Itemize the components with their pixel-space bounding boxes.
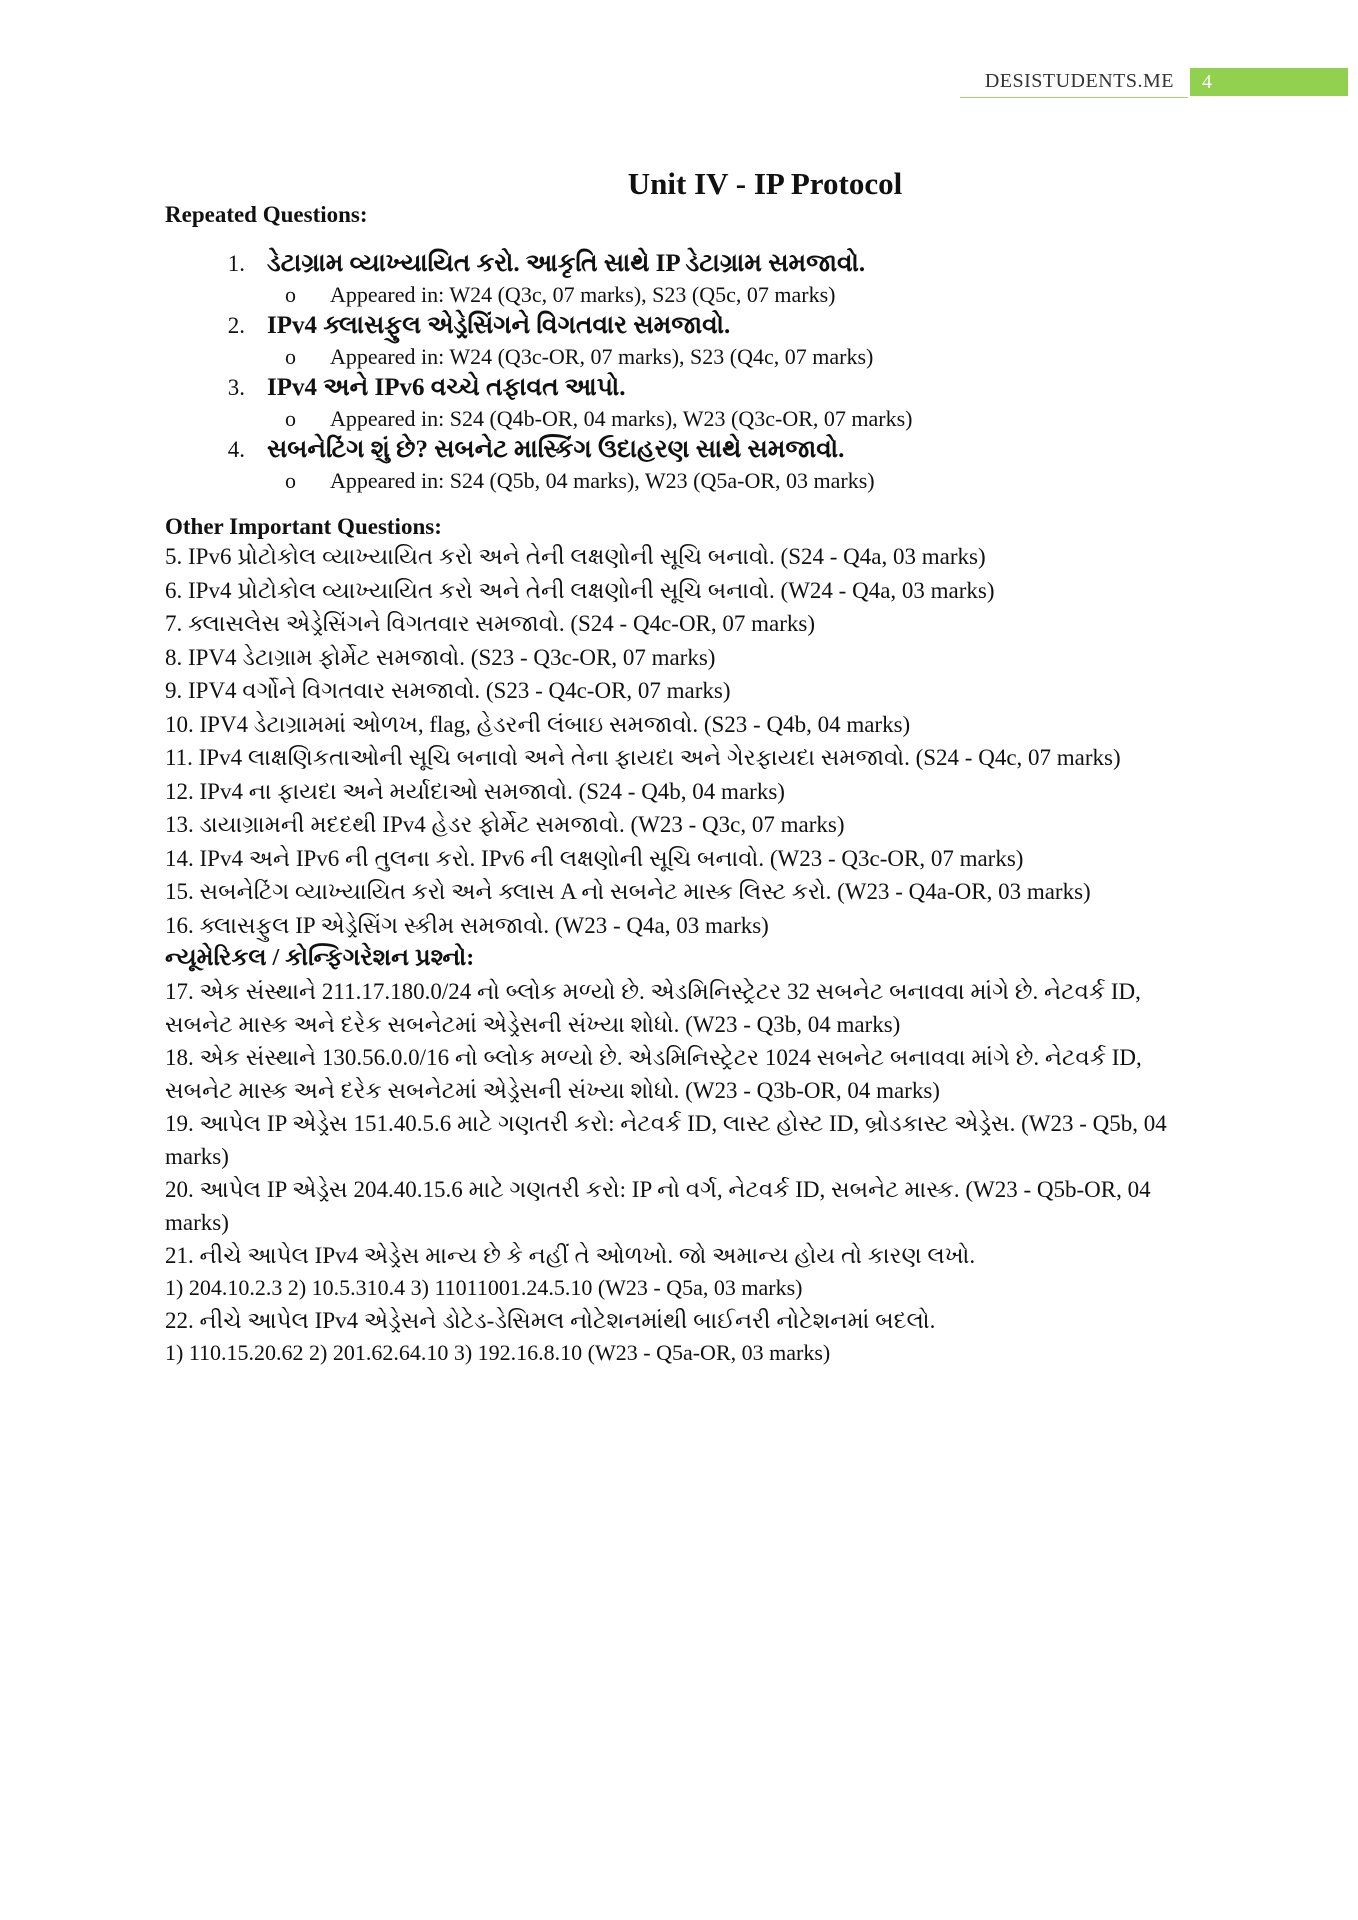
numerical-question — [165, 1107, 1205, 1173]
question-item: 15. સબનેટિંગ વ્યાખ્યાયિત કરો અને ક્લાસ A નો સબનેટ માસ્ક લિસ્ટ કરો. (W23 - Q4a-OR, 03 marks) — [165, 879, 1091, 904]
appeared-in: Appeared in: W24 (Q3c, 07 marks), S23 (Q5c, 07 marks) — [330, 282, 836, 307]
header-rule — [960, 97, 1188, 98]
question-item: 5. IPv6 પ્રોટોકોલ વ્યાખ્યાયિત કરો અને તેની લક્ષણોની સૂચિ બનાવો. (S24 - Q4a, 03 marks) — [165, 544, 986, 569]
appeared-in: Appeared in: W24 (Q3c-OR, 07 marks), S23 (Q4c, 07 marks) — [330, 344, 874, 369]
numerical-question — [165, 1173, 1205, 1239]
numerical-question-text: 19. આપેલ IP એડ્રેસ 151.40.5.6 માટે ગણતરી કરો: નેટવર્ક ID, લાસ્ટ હોસ્ટ ID, બ્રોડકાસ્ટ એડ્રેસ. (W23 - Q5b, 04 marks) — [165, 1111, 1167, 1169]
question-number: 4. — [227, 437, 245, 462]
numerical-question-text: 18. એક સંસ્થાને 130.56.0.0/16 નો બ્લોક મળ્યો છે. એડમિનિસ્ટ્રેટર 1024 સબનેટ બનાવવા માંગે છે. નેટવર્ક ID, સબનેટ માસ્ક અને દરેક સબનેટમાં એડ્રેસની સંખ્યા શોધો. (W23 - Q3b-OR, 04 marks) — [165, 1045, 1142, 1103]
question-text: ડેટાગ્રામ વ્યાખ્યાયિત કરો. આકૃતિ સાથે IP ડેટાગ્રામ સમજાવો. — [267, 250, 866, 277]
question-text: IPv4 અને IPv6 વચ્ચે તફાવત આપો. — [267, 374, 626, 401]
numerical-question-text: 17. એક સંસ્થાને 211.17.180.0/24 નો બ્લોક મળ્યો છે. એડમિનિસ્ટ્રેટર 32 સબનેટ બનાવવા માંગે છે. નેટવર્ક ID, સબનેટ માસ્ક અને દરેક સબનેટમાં એડ્રેસની સંખ્યા શોધો. (W23 - Q3b, 04 marks) — [165, 979, 1141, 1037]
question-item: 12. IPv4 ના ફાયદા અને મર્યાદાઓ સમજાવો. (S24 - Q4b, 04 marks) — [165, 778, 785, 804]
question-item: 6. IPv4 પ્રોટોકોલ વ્યાખ્યાયિત કરો અને તેની લક્ષણોની સૂચિ બનાવો. (W24 - Q4a, 03 marks) — [165, 577, 995, 603]
question-item: 11. IPv4 લાક્ષણિકતાઓની સૂચિ બનાવો અને તેના ફાયદા અને ગેરફાયદા સમજાવો. (S24 - Q4c, 07 marks) — [165, 745, 1121, 770]
bullet-icon: o — [285, 468, 296, 493]
question-text: સબનેટિંગ શું છે? સબનેટ માસ્કિંગ ઉદાહરણ સાથે સમજાવો. — [267, 436, 845, 463]
numerical-questions-heading: ન્યૂમેરિકલ / કોન્ફિગરેશન પ્રશ્નો: — [165, 945, 475, 971]
question-item: 16. ક્લાસફુલ IP એડ્રેસિંગ સ્કીમ સમજાવો. (W23 - Q4a, 03 marks) — [165, 912, 769, 938]
question-text: IPv4 ક્લાસફુલ એડ્રેસિંગને વિગતવાર સમજાવો. — [267, 312, 731, 339]
question-number: 1. — [227, 251, 245, 276]
page-number: 4 — [1190, 68, 1348, 96]
repeated-question — [165, 310, 1205, 372]
numerical-question-options: 1) 204.10.2.3 2) 10.5.310.4 3) 11011001.24.5.10 (W23 - Q5a, 03 marks) — [165, 1275, 803, 1300]
other-questions-list — [165, 540, 1205, 942]
numerical-question-text: 20. આપેલ IP એડ્રેસ 204.40.15.6 માટે ગણતરી કરો: IP નો વર્ગ, નેટવર્ક ID, સબનેટ માસ્ક. (W23 - Q5b-OR, 04 marks) — [165, 1177, 1151, 1235]
appeared-in: Appeared in: S24 (Q5b, 04 marks), W23 (Q5a-OR, 03 marks) — [330, 468, 875, 493]
repeated-questions-heading: Repeated Questions: — [165, 202, 368, 227]
repeated-question — [165, 434, 1205, 496]
bullet-icon: o — [285, 282, 296, 307]
question-item: 13. ડાયાગ્રામની મદદથી IPv4 હેડર ફોર્મેટ સમજાવો. (W23 - Q3c, 07 marks) — [165, 812, 845, 837]
question-number: 3. — [227, 375, 245, 400]
site-name: DESISTUDENTS.ME — [984, 70, 1174, 92]
numerical-question — [165, 1041, 1205, 1107]
bullet-icon: o — [285, 344, 296, 369]
other-questions-heading: Other Important Questions: — [165, 514, 442, 539]
numerical-question — [165, 1304, 1205, 1369]
document-body — [165, 160, 1205, 1369]
numerical-question-text: 21. નીચે આપેલ IPv4 એડ્રેસ માન્ય છે કે નહીં તે ઓળખો. જો અમાન્ય હોય તો કારણ લખો. — [165, 1243, 976, 1268]
repeated-question — [165, 248, 1205, 310]
appeared-in: Appeared in: S24 (Q4b-OR, 04 marks), W23 (Q3c-OR, 07 marks) — [330, 406, 913, 431]
question-item: 10. IPV4 ડેટાગ્રામમાં ઓળખ, flag, હેડરની લંબાઇ સમજાવો. (S23 - Q4b, 04 marks) — [165, 711, 911, 737]
question-number: 2. — [227, 313, 245, 338]
unit-title: Unit IV - IP Protocol — [627, 166, 903, 201]
page-header — [0, 68, 1358, 98]
numerical-questions-list — [165, 975, 1205, 1369]
question-item: 8. IPV4 ડેટાગ્રામ ફોર્મેટ સમજાવો. (S23 - Q3c-OR, 07 marks) — [165, 644, 716, 670]
numerical-question-options: 1) 110.15.20.62 2) 201.62.64.10 3) 192.16.8.10 (W23 - Q5a-OR, 03 marks) — [165, 1340, 831, 1365]
numerical-question-text: 22. નીચે આપેલ IPv4 એડ્રેસને ડોટેડ-ડેસિમલ નોટેશનમાંથી બાઈનરી નોટેશનમાં બદલો. — [165, 1308, 936, 1333]
bullet-icon: o — [285, 406, 296, 431]
question-item: 9. IPV4 વર્ગોને વિગતવાર સમજાવો. (S23 - Q4c-OR, 07 marks) — [165, 678, 731, 703]
question-item: 7. ક્લાસલેસ એડ્રેસિંગને વિગતવાર સમજાવો. (S24 - Q4c-OR, 07 marks) — [165, 611, 816, 636]
question-item: 14. IPv4 અને IPv6 ની તુલના કરો. IPv6 ની લક્ષણોની સૂચિ બનાવો. (W23 - Q3c-OR, 07 marks) — [165, 845, 1024, 871]
repeated-questions-list — [165, 248, 1205, 496]
numerical-question — [165, 1239, 1205, 1304]
repeated-question — [165, 372, 1205, 434]
numerical-question — [165, 975, 1205, 1041]
